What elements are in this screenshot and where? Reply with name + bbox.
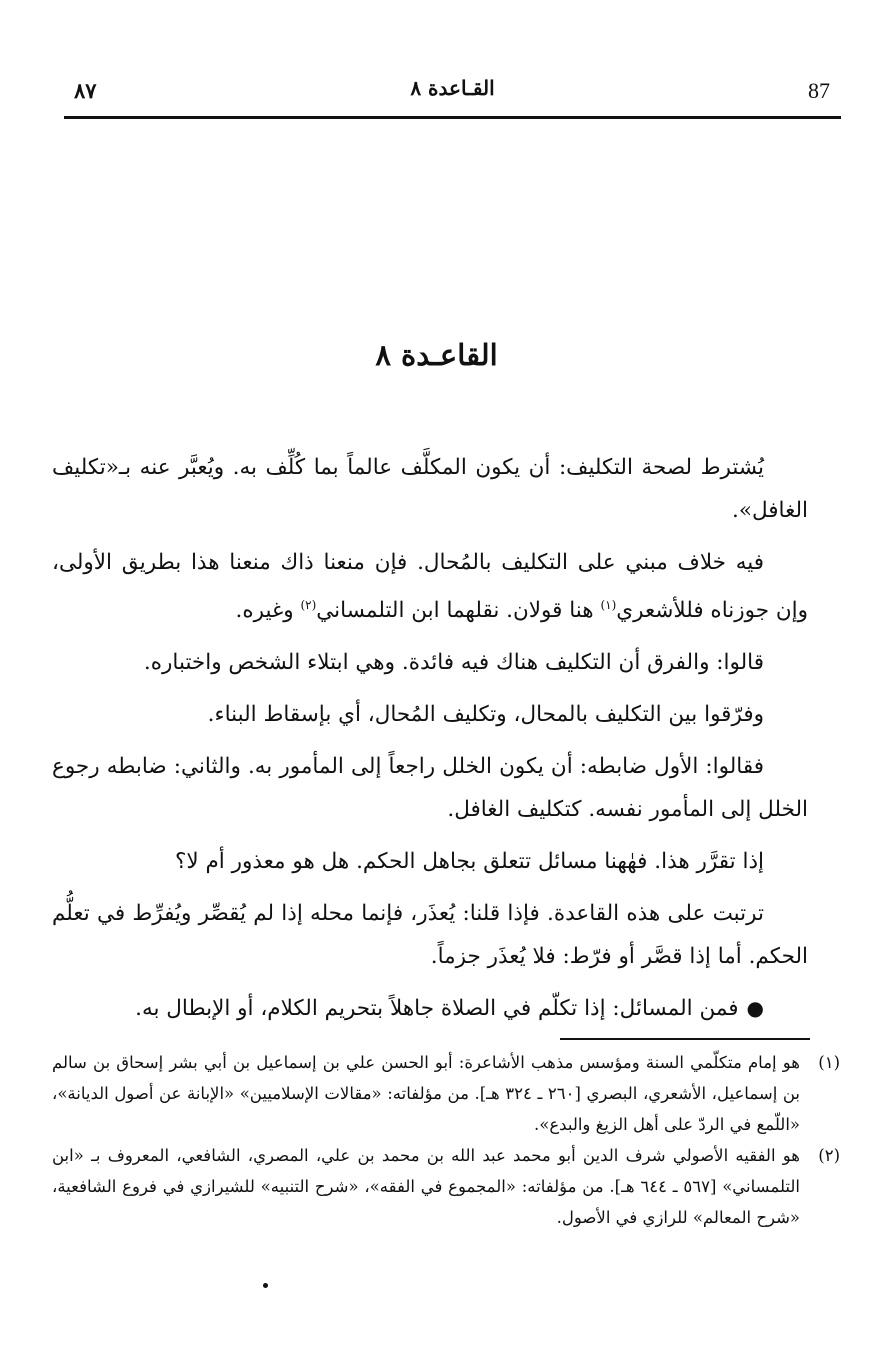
footnotes — [52, 1047, 840, 1233]
footnote-number: (٢) — [818, 1146, 840, 1165]
chapter-title: القاعـدة ٨ — [375, 338, 498, 372]
paragraph-5: فقالوا: الأول ضابطه: أن يكون الخلل راجعاً إلى المأمور به. والثاني: ضابطه رجوع الخلل إلى المأمور نفسه. كتكليف الغافل. — [52, 754, 808, 823]
paragraph-7: ترتبت على هذه القاعدة. فإذا قلنا: يُعذَر، فإنما محله إذا لم يُقصِّر ويُفرِّط في تعلُّم الحكم. أما إذا قصَّر أو فرّط: فلا يُعذَر جزماً. — [52, 901, 808, 970]
paragraph-8-text: فمن المسائل: إذا تكلّم في الصلاة جاهلاً بتحريم الكلام، أو الإبطال به. — [135, 996, 739, 1022]
paragraph-1: يُشترط لصحة التكليف: أن يكون المكلَّف عالماً بما كُلِّف به. ويُعبَّر عنه بـ«تكليف الغافل». — [52, 455, 808, 523]
footnote-1 — [52, 1047, 840, 1140]
main-text — [52, 446, 808, 1039]
paragraph-3: قالوا: والفرق أن التكليف هناك فيه فائدة. وهي ابتلاء الشخص واختباره. — [143, 650, 764, 676]
running-title: القـاعدة ٨ — [410, 76, 495, 100]
bullet-icon: ● — [746, 996, 764, 1021]
paragraph-6: إذا تقرَّر هذا. فهٰهنا مسائل تتعلق بجاهل الحكم. هل هو معذور أم لا؟ — [174, 849, 764, 875]
paragraph-2 — [52, 541, 808, 632]
paragraph-2-part-c: وغيره. — [235, 598, 301, 624]
footnote-2 — [52, 1140, 840, 1233]
page-header — [64, 74, 841, 114]
paragraph-8 — [52, 987, 808, 1030]
page-number-western: 87 — [808, 78, 830, 103]
paragraph-2-part-a: فيه خلاف مبني على التكليف بالمُحال. فإن منعنا ذاك منعنا هذا بطريق الأولى، وإن جوزناه فللأشعري — [52, 550, 808, 624]
header-rule — [64, 116, 841, 119]
paragraph-4: وفرّقوا بين التكليف بالمحال، وتكليف المُحال، أي بإسقاط البناء. — [207, 702, 764, 728]
page-mark-dot — [263, 1283, 268, 1288]
footnote-text: هو إمام متكلّمي السنة ومؤسس مذهب الأشاعرة: أبو الحسن علي بن إسماعيل بن أبي بشر إسحاق بن سالم بن إسماعيل، الأشعري، البصري [٢٦٠ ـ ٣٢٤ هـ]. من مؤلفاته: «مقالات الإسلاميين» «الإبانة عن أصول الديانة»، «اللّمع في الردّ على أهل الزيغ والبدع». — [52, 1053, 801, 1134]
footnote-number: (١) — [818, 1053, 840, 1072]
footnote-ref-2[interactable]: (٢) — [300, 598, 317, 612]
footnote-text: هو الفقيه الأصولي شرف الدين أبو محمد عبد الله بن محمد بن علي، المصري، الشافعي، المعروف بـ «ابن التلمساني» [٥٦٧ ـ ٦٤٤ هـ]. من مؤلفاته: «المجموع في الفقه»، «شرح التنبيه» للشيرازي في فروع الشافعية، «شرح المعالم» للرازي في الأصول. — [52, 1146, 800, 1227]
footnote-separator — [560, 1038, 810, 1040]
paragraph-2-part-b: هنا قولان. نقلهما ابن التلمساني — [316, 598, 601, 624]
page-number-eastern: ٨٧ — [74, 78, 97, 103]
footnote-ref-1[interactable]: (١) — [600, 598, 617, 612]
